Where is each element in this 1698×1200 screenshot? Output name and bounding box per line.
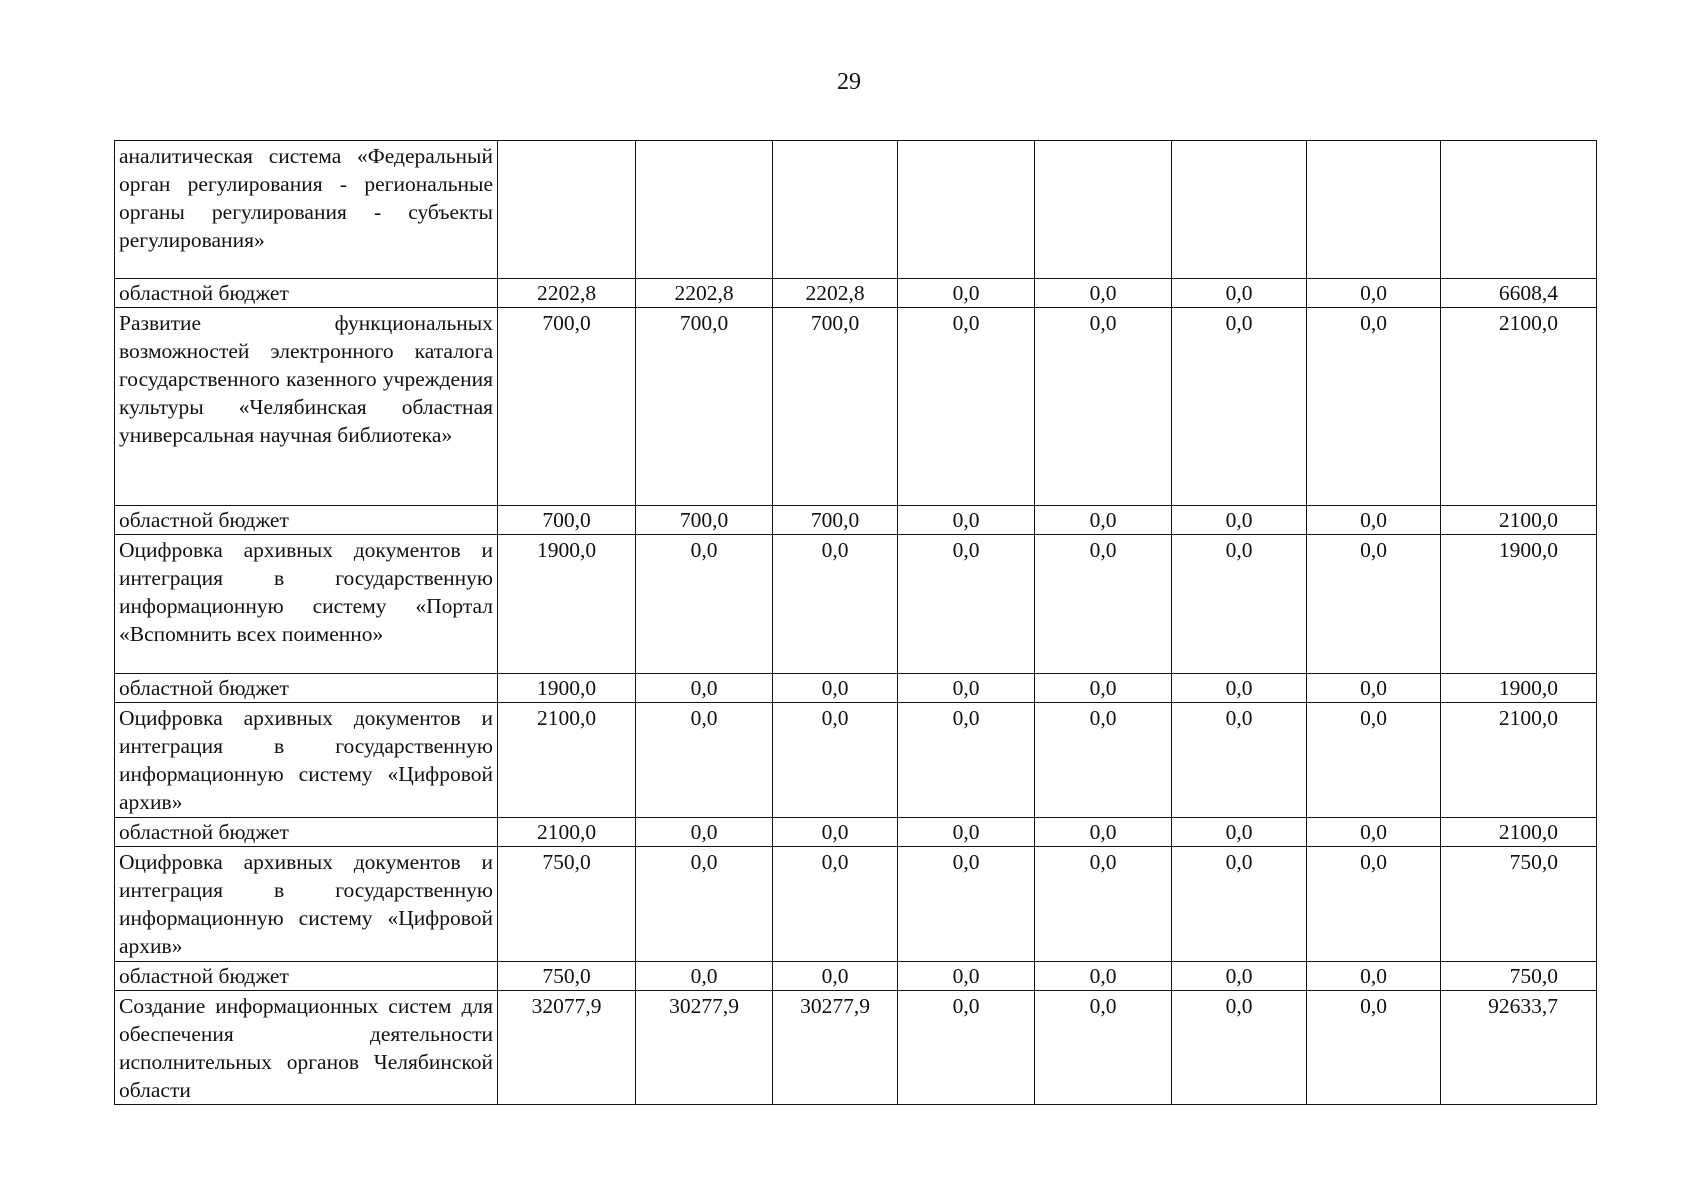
year-value-cell: 2100,0 [498,818,636,847]
budget-source-row [115,818,1597,847]
year-value-cell: 0,0 [898,991,1035,1105]
year-value-cell: 2202,8 [636,279,773,308]
program-item-label: Создание информационных систем для обеспечения деятельности исполнительных органов Челябинской области [115,991,498,1105]
budget-source-row [115,279,1597,308]
funding-source-label: областной бюджет [115,506,498,535]
year-value-cell: 0,0 [898,506,1035,535]
year-value-cell: 750,0 [498,962,636,991]
year-value-cell: 0,0 [1035,674,1172,703]
year-value-cell: 1900,0 [498,535,636,674]
program-item-label: аналитическая система «Федеральный орган регулирования - региональные органы регулирования - субъекты регулирования» [115,141,498,279]
year-value-cell: 0,0 [1307,962,1441,991]
year-value-cell: 700,0 [773,308,898,506]
budget-source-row [115,506,1597,535]
year-value-cell: 700,0 [636,506,773,535]
funding-source-label: областной бюджет [115,962,498,991]
year-value-cell: 0,0 [1035,703,1172,818]
year-value-cell: 750,0 [498,847,636,962]
year-value-cell: 0,0 [1035,818,1172,847]
year-value-cell: 0,0 [1172,847,1307,962]
program-item-label: Развитие функциональных возможностей электронного каталога государственного казенного учреждения культуры «Челябинская областная универсальная научная библиотека» [115,308,498,506]
year-value-cell: 0,0 [1035,991,1172,1105]
program-item-row [115,847,1597,962]
year-value-cell: 2202,8 [498,279,636,308]
year-value-cell: 0,0 [1307,279,1441,308]
year-value-cell: 0,0 [1307,991,1441,1105]
year-value-cell: 0,0 [1172,818,1307,847]
year-value-cell: 0,0 [898,279,1035,308]
year-value-cell: 0,0 [898,308,1035,506]
year-value-cell [898,141,1035,279]
year-value-cell: 1900,0 [498,674,636,703]
year-value-cell [1035,141,1172,279]
year-value-cell: 2100,0 [498,703,636,818]
year-value-cell: 0,0 [898,962,1035,991]
year-value-cell: 0,0 [773,847,898,962]
total-cell: 1900,0 [1441,535,1597,674]
program-item-row [115,141,1597,279]
year-value-cell: 0,0 [636,962,773,991]
total-cell [1441,141,1597,279]
total-cell: 750,0 [1441,962,1597,991]
year-value-cell: 0,0 [898,818,1035,847]
year-value-cell: 0,0 [636,535,773,674]
year-value-cell: 0,0 [1307,674,1441,703]
year-value-cell [1172,141,1307,279]
total-cell: 92633,7 [1441,991,1597,1105]
year-value-cell: 0,0 [898,847,1035,962]
year-value-cell: 700,0 [498,506,636,535]
total-cell: 6608,4 [1441,279,1597,308]
year-value-cell: 0,0 [1307,818,1441,847]
program-item-row [115,991,1597,1105]
year-value-cell: 0,0 [1035,308,1172,506]
year-value-cell: 0,0 [898,703,1035,818]
year-value-cell: 0,0 [773,703,898,818]
year-value-cell [773,141,898,279]
program-item-row [115,535,1597,674]
year-value-cell: 0,0 [1035,535,1172,674]
program-item-label: Оцифровка архивных документов и интеграция в государственную информационную систему «Портал «Вспомнить всех поименно» [115,535,498,674]
year-value-cell: 0,0 [636,674,773,703]
year-value-cell: 0,0 [636,703,773,818]
year-value-cell: 0,0 [773,818,898,847]
program-item-row [115,703,1597,818]
year-value-cell: 0,0 [636,847,773,962]
year-value-cell: 0,0 [1172,506,1307,535]
funding-source-label: областной бюджет [115,279,498,308]
year-value-cell [1307,141,1441,279]
program-item-label: Оцифровка архивных документов и интеграция в государственную информационную систему «Цифровой архив» [115,847,498,962]
total-cell: 1900,0 [1441,674,1597,703]
year-value-cell: 0,0 [1172,991,1307,1105]
year-value-cell: 0,0 [898,535,1035,674]
program-item-label: Оцифровка архивных документов и интеграция в государственную информационную систему «Цифровой архив» [115,703,498,818]
year-value-cell: 0,0 [1172,962,1307,991]
year-value-cell: 0,0 [1035,279,1172,308]
year-value-cell: 0,0 [636,818,773,847]
page-number: 29 [837,69,861,95]
funding-source-label: областной бюджет [115,674,498,703]
year-value-cell: 0,0 [1172,535,1307,674]
year-value-cell: 0,0 [1172,703,1307,818]
year-value-cell: 0,0 [1172,308,1307,506]
year-value-cell: 0,0 [1307,847,1441,962]
year-value-cell: 2202,8 [773,279,898,308]
total-cell: 2100,0 [1441,818,1597,847]
year-value-cell: 0,0 [773,535,898,674]
year-value-cell: 0,0 [1307,535,1441,674]
year-value-cell: 30277,9 [636,991,773,1105]
funding-source-label: областной бюджет [115,818,498,847]
total-cell: 2100,0 [1441,506,1597,535]
year-value-cell: 0,0 [773,962,898,991]
year-value-cell: 0,0 [1307,308,1441,506]
total-cell: 2100,0 [1441,703,1597,818]
budget-source-row [115,674,1597,703]
year-value-cell: 700,0 [773,506,898,535]
year-value-cell: 0,0 [773,674,898,703]
year-value-cell: 0,0 [1035,506,1172,535]
year-value-cell: 0,0 [1307,506,1441,535]
year-value-cell: 0,0 [1172,674,1307,703]
budget-source-row [115,962,1597,991]
year-value-cell: 0,0 [898,674,1035,703]
total-cell: 750,0 [1441,847,1597,962]
year-value-cell: 700,0 [498,308,636,506]
total-cell: 2100,0 [1441,308,1597,506]
year-value-cell: 0,0 [1035,847,1172,962]
budget-table [114,140,1597,1105]
year-value-cell: 32077,9 [498,991,636,1105]
year-value-cell: 0,0 [1172,279,1307,308]
year-value-cell: 0,0 [1035,962,1172,991]
program-item-row [115,308,1597,506]
year-value-cell: 0,0 [1307,703,1441,818]
year-value-cell [636,141,773,279]
year-value-cell [498,141,636,279]
year-value-cell: 700,0 [636,308,773,506]
year-value-cell: 30277,9 [773,991,898,1105]
